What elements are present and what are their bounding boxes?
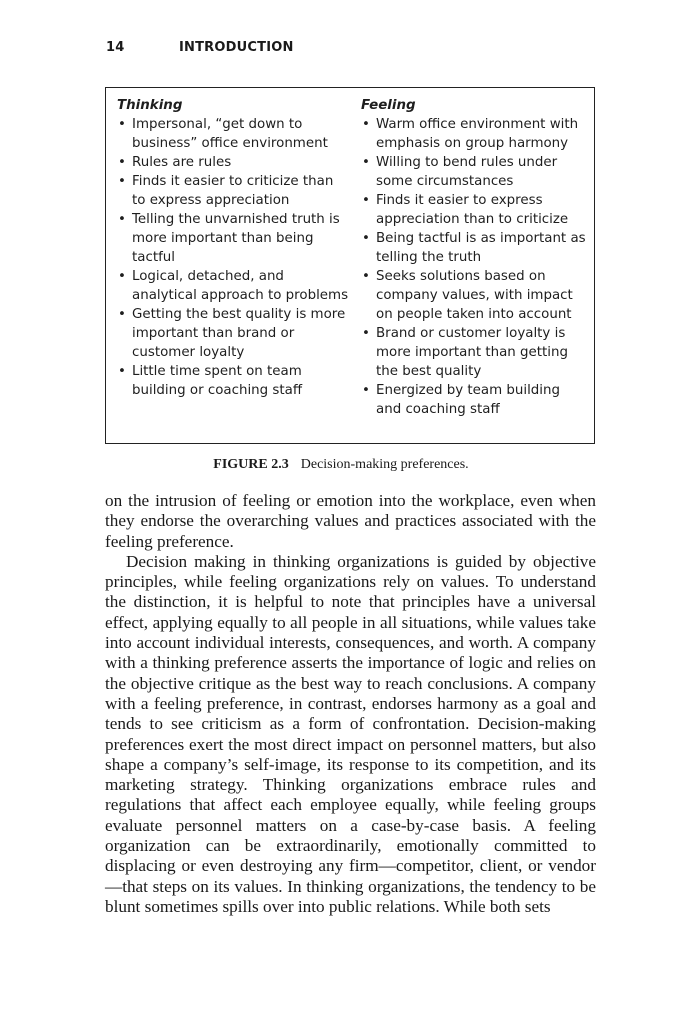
bullet-icon: • — [118, 269, 126, 284]
list-item — [117, 362, 349, 400]
list-item — [117, 172, 349, 210]
bullet-icon: • — [362, 155, 370, 170]
list-item — [361, 115, 589, 153]
list-item-text: Warm office environment with emphasis on group harmony — [376, 117, 579, 151]
thinking-heading: Thinking — [117, 98, 183, 113]
list-item-text: Little time spent on team building or coaching staff — [132, 364, 303, 398]
figure-caption-text: Decision-making preferences. — [300, 457, 469, 472]
thinking-column — [117, 96, 349, 400]
list-item — [361, 381, 589, 419]
section-title: INTRODUCTION — [179, 40, 294, 55]
bullet-icon: • — [118, 155, 126, 170]
list-item-text: Finds it easier to criticize than to express appreciation — [132, 174, 334, 208]
figure-box — [105, 87, 595, 444]
list-item-text: Energized by team building and coaching staff — [376, 383, 561, 417]
bullet-icon: • — [362, 117, 370, 132]
list-item — [117, 210, 349, 267]
list-item — [117, 305, 349, 362]
bullet-icon: • — [362, 383, 370, 398]
bullet-icon: • — [362, 231, 370, 246]
figure-caption — [0, 457, 682, 473]
list-item — [361, 324, 589, 381]
bullet-icon: • — [118, 174, 126, 189]
list-item-text: Being tactful is as important as telling the truth — [376, 231, 586, 265]
list-item-text: Brand or customer loyalty is more important than getting the best quality — [376, 326, 568, 379]
list-item — [361, 191, 589, 229]
paragraph: Decision making in thinking organizations is guided by objective principles, while feeling organizations rely on values. To understand the distinction, it is helpful to note that principles have a universal effect, applying equally to all people in all situations, while values take into account individual interests, consequences, and worth. A company with a thinking preference asserts the importance of logic and relies on the objective critique as the best way to reach conclusions. A company with a feeling preference, in contrast, endorses harmony as a goal and tends to see criticism as a form of confrontation. Decision-making preferences exert the most direct impact on personnel matters, but also shape a company’s self-image, its response to its competition, and its marketing strategy. Thinking organizations embrace rules and regulations that affect each employee equally, while feeling groups evaluate personnel matters on a case-by-case basis. A feeling organization can be extraordinarily, emotionally committed to displacing or even destroying any firm—competitor, client, or vendor—that steps on its values. In thinking organizations, the tendency to be blunt sometimes spills over into public relations. While both sets — [105, 551, 596, 916]
bullet-icon: • — [118, 117, 126, 132]
bullet-icon: • — [362, 326, 370, 341]
list-item-text: Finds it easier to express appreciation than to criticize — [376, 193, 569, 227]
feeling-list — [361, 115, 589, 419]
running-head — [106, 40, 294, 55]
figure-number: FIGURE 2.3 — [213, 457, 289, 472]
bullet-icon: • — [118, 364, 126, 379]
list-item-text: Logical, detached, and analytical approach to problems — [132, 269, 349, 303]
list-item-text: Impersonal, “get down to business” office environment — [132, 117, 328, 151]
list-item — [361, 229, 589, 267]
list-item-text: Seeks solutions based on company values, with impact on people taken into account — [376, 269, 573, 322]
list-item-text: Rules are rules — [132, 155, 232, 170]
bullet-icon: • — [118, 212, 126, 227]
paragraph: on the intrusion of feeling or emotion into the workplace, even when they endorse the overarching values and practices associated with the feeling preference. — [105, 491, 596, 551]
feeling-column — [361, 96, 589, 419]
list-item-text: Getting the best quality is more important than brand or customer loyalty — [132, 307, 346, 360]
list-item-text: Willing to bend rules under some circumstances — [376, 155, 558, 189]
list-item — [117, 115, 349, 153]
list-item-text: Telling the unvarnished truth is more important than being tactful — [132, 212, 340, 265]
bullet-icon: • — [362, 269, 370, 284]
list-item — [117, 267, 349, 305]
bullet-icon: • — [362, 193, 370, 208]
list-item — [361, 153, 589, 191]
page-number: 14 — [106, 40, 125, 55]
body-text — [105, 491, 596, 917]
list-item — [361, 267, 589, 324]
list-item — [117, 153, 349, 172]
thinking-list — [117, 115, 349, 400]
bullet-icon: • — [118, 307, 126, 322]
feeling-heading: Feeling — [361, 98, 416, 113]
